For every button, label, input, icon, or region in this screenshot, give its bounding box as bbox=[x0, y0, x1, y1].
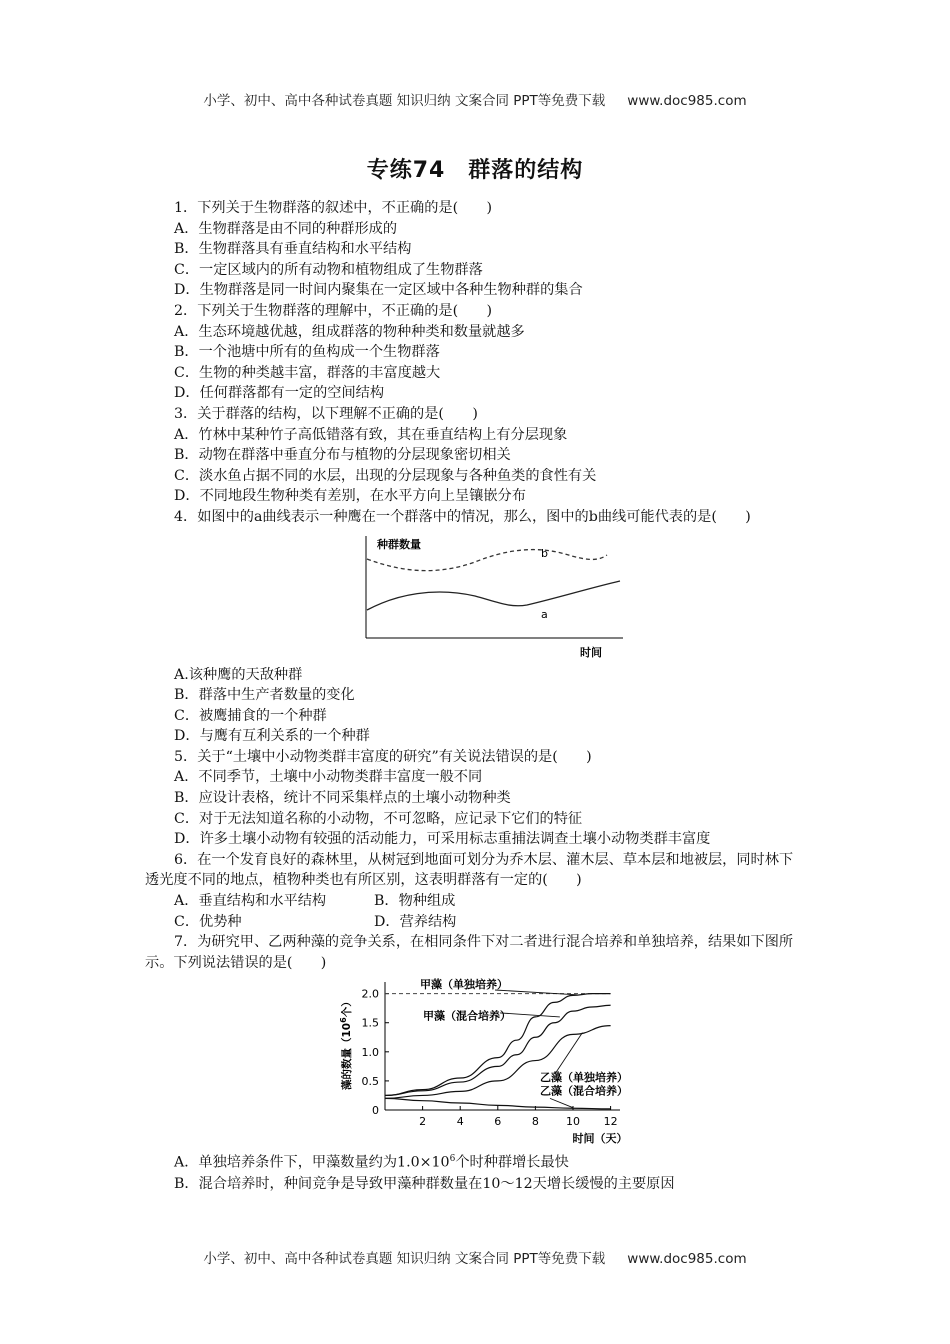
x-tick-label: 12 bbox=[603, 1115, 618, 1129]
q6-options-row-1 bbox=[145, 891, 805, 912]
q1-option-c: C．一定区域内的所有动物和植物组成了生物群落 bbox=[174, 261, 483, 278]
page-title: 专练74 群落的结构 bbox=[366, 158, 584, 183]
series-leader-4 bbox=[550, 1099, 573, 1108]
q6-option-c: C．优势种 bbox=[174, 913, 242, 930]
q7-stem: 7．为研究甲、乙两种藻的竞争关系，在相同条件下对二者进行混合培养和单独培养，结果如下图所示。下列说法错误的是( ) bbox=[145, 934, 794, 971]
series-label-2: 甲藻（混合培养） bbox=[423, 1010, 511, 1024]
q7-option-a-exp: 6 bbox=[449, 1154, 456, 1165]
y-axis-label-exp: 6 bbox=[339, 1017, 348, 1024]
y-tick-label: 0.5 bbox=[361, 1075, 379, 1089]
header-text: 小学、初中、高中各种试卷真题 知识归纳 文案合同 PPT等免费下载 bbox=[203, 93, 606, 109]
q3-option-a: A．竹林中某种竹子高低错落有致，其在垂直结构上有分层现象 bbox=[174, 426, 568, 443]
y-axis-label: 藻的数量（$10^6$个） bbox=[339, 996, 353, 1091]
footer-site-link[interactable]: www.doc985.com bbox=[627, 1251, 747, 1267]
y-tick-label: 1.5 bbox=[361, 1017, 379, 1031]
curve-b-label: b bbox=[541, 546, 548, 560]
q6-option-b: B．物种组成 bbox=[374, 893, 456, 910]
q7-option-b: B．混合培养时，种间竞争是导致甲藻种群数量在10～12天增长缓慢的主要原因 bbox=[174, 1175, 675, 1192]
x-axis-label: 时间 bbox=[580, 645, 602, 659]
y-axis-label-post: 个） bbox=[341, 996, 353, 1018]
q7-option-a bbox=[145, 1149, 805, 1173]
q5-option-d: D．许多土壤小动物有较强的活动能力，可采用标志重捕法调查土壤小动物类群丰富度 bbox=[174, 831, 711, 848]
algae-figure bbox=[145, 976, 805, 1146]
q3-option-c: C．淡水鱼占据不同的水层，出现的分层现象与各种鱼类的食性有关 bbox=[174, 467, 597, 484]
x-tick-label: 2 bbox=[419, 1115, 427, 1129]
q4-stem: 4．如图中的a曲线表示一种鹰在一个群落中的情况，那么，图中的b曲线可能代表的是( ) bbox=[174, 508, 751, 525]
q1-option-a: A．生物群落是由不同的种群形成的 bbox=[174, 220, 398, 237]
y-tick-label: 1.0 bbox=[361, 1046, 379, 1060]
series-label-4: 乙藻（混合培养） bbox=[540, 1084, 628, 1098]
question-content bbox=[145, 198, 805, 1194]
header-site-link[interactable]: www.doc985.com bbox=[627, 93, 747, 109]
q7-option-a-post: 个时种群增长最快 bbox=[455, 1155, 569, 1172]
x-tick-label: 10 bbox=[566, 1115, 580, 1129]
footer-text: 小学、初中、高中各种试卷真题 知识归纳 文案合同 PPT等免费下载 bbox=[203, 1251, 606, 1267]
q4-option-a: A.该种鹰的天敌种群 bbox=[174, 666, 303, 683]
algae-growth-chart bbox=[145, 976, 805, 1146]
q6-option-a: A．垂直结构和水平结构 bbox=[174, 893, 327, 910]
y-axis-label: 种群数量 bbox=[377, 537, 421, 551]
x-tick-label: 4 bbox=[456, 1115, 464, 1129]
q2-option-b: B．一个池塘中所有的鱼构成一个生物群落 bbox=[174, 344, 440, 361]
q2-option-c: C．生物的种类越丰富，群落的丰富度越大 bbox=[174, 364, 441, 381]
q5-option-a: A．不同季节，土壤中小动物类群丰富度一般不同 bbox=[174, 769, 483, 786]
population-figure bbox=[145, 532, 805, 662]
series-leader-3 bbox=[555, 1033, 582, 1074]
q3-stem: 3．关于群落的结构，以下理解不正确的是( ) bbox=[174, 405, 478, 422]
q6-stem: 6．在一个发育良好的森林里，从树冠到地面可划分为乔木层、灌木层、草本层和地被层，同时林下透光度不同的地点，植物种类也有所区别，这表明群落有一定的( ) bbox=[145, 851, 794, 889]
q2-option-a: A．生态环境越优越，组成群落的物种种类和数量就越多 bbox=[174, 323, 525, 340]
y-tick-label: 2.0 bbox=[361, 988, 379, 1002]
q1-option-b: B．生物群落具有垂直结构和水平结构 bbox=[174, 241, 412, 258]
page-header bbox=[0, 89, 950, 109]
curve-a-label: a bbox=[541, 607, 548, 621]
q4-option-d: D．与鹰有互利关系的一个种群 bbox=[174, 728, 370, 745]
q6-options-row-2 bbox=[145, 912, 805, 933]
curve-b bbox=[367, 546, 607, 570]
population-chart bbox=[145, 532, 805, 662]
q5-option-b: B．应设计表格，统计不同采集样点的土壤小动物种类 bbox=[174, 790, 511, 807]
q6-option-d: D．营养结构 bbox=[374, 913, 457, 930]
y-tick-label: 0 bbox=[372, 1104, 379, 1118]
q5-stem: 5．关于“土壤中小动物类群丰富度的研究”有关说法错误的是( ) bbox=[174, 748, 592, 765]
q4-option-c: C．被鹰捕食的一个种群 bbox=[174, 707, 327, 724]
q3-option-b: B．动物在群落中垂直分布与植物的分层现象密切相关 bbox=[174, 447, 511, 464]
q5-option-c: C．对于无法知道名称的小动物，不可忽略，应记录下它们的特征 bbox=[174, 810, 583, 827]
q2-option-d: D．任何群落都有一定的空间结构 bbox=[174, 385, 385, 402]
x-tick-label: 6 bbox=[494, 1115, 502, 1129]
q1-option-d: D．生物群落是同一时间内聚集在一定区域中各种生物种群的集合 bbox=[174, 282, 583, 299]
series-label-3: 乙藻（单独培养） bbox=[540, 1071, 628, 1085]
page-footer bbox=[0, 1247, 950, 1267]
q2-stem: 2．下列关于生物群落的理解中，不正确的是( ) bbox=[174, 302, 493, 319]
x-axis-label: 时间（天） bbox=[572, 1132, 628, 1146]
chart-labels bbox=[420, 977, 628, 1108]
q1-stem: 1．下列关于生物群落的叙述中，不正确的是( ) bbox=[174, 200, 493, 216]
series-label-1: 甲藻（单独培养） bbox=[420, 978, 508, 992]
q4-option-b: B．群落中生产者数量的变化 bbox=[174, 687, 355, 704]
q7-option-a-pre: A．单独培养条件下，甲藻数量约为1.0×10 bbox=[174, 1155, 450, 1172]
q3-option-d: D．不同地段生物种类有差别，在水平方向上呈镶嵌分布 bbox=[174, 488, 526, 505]
x-tick-label: 8 bbox=[531, 1115, 539, 1129]
curve-a bbox=[367, 581, 620, 610]
